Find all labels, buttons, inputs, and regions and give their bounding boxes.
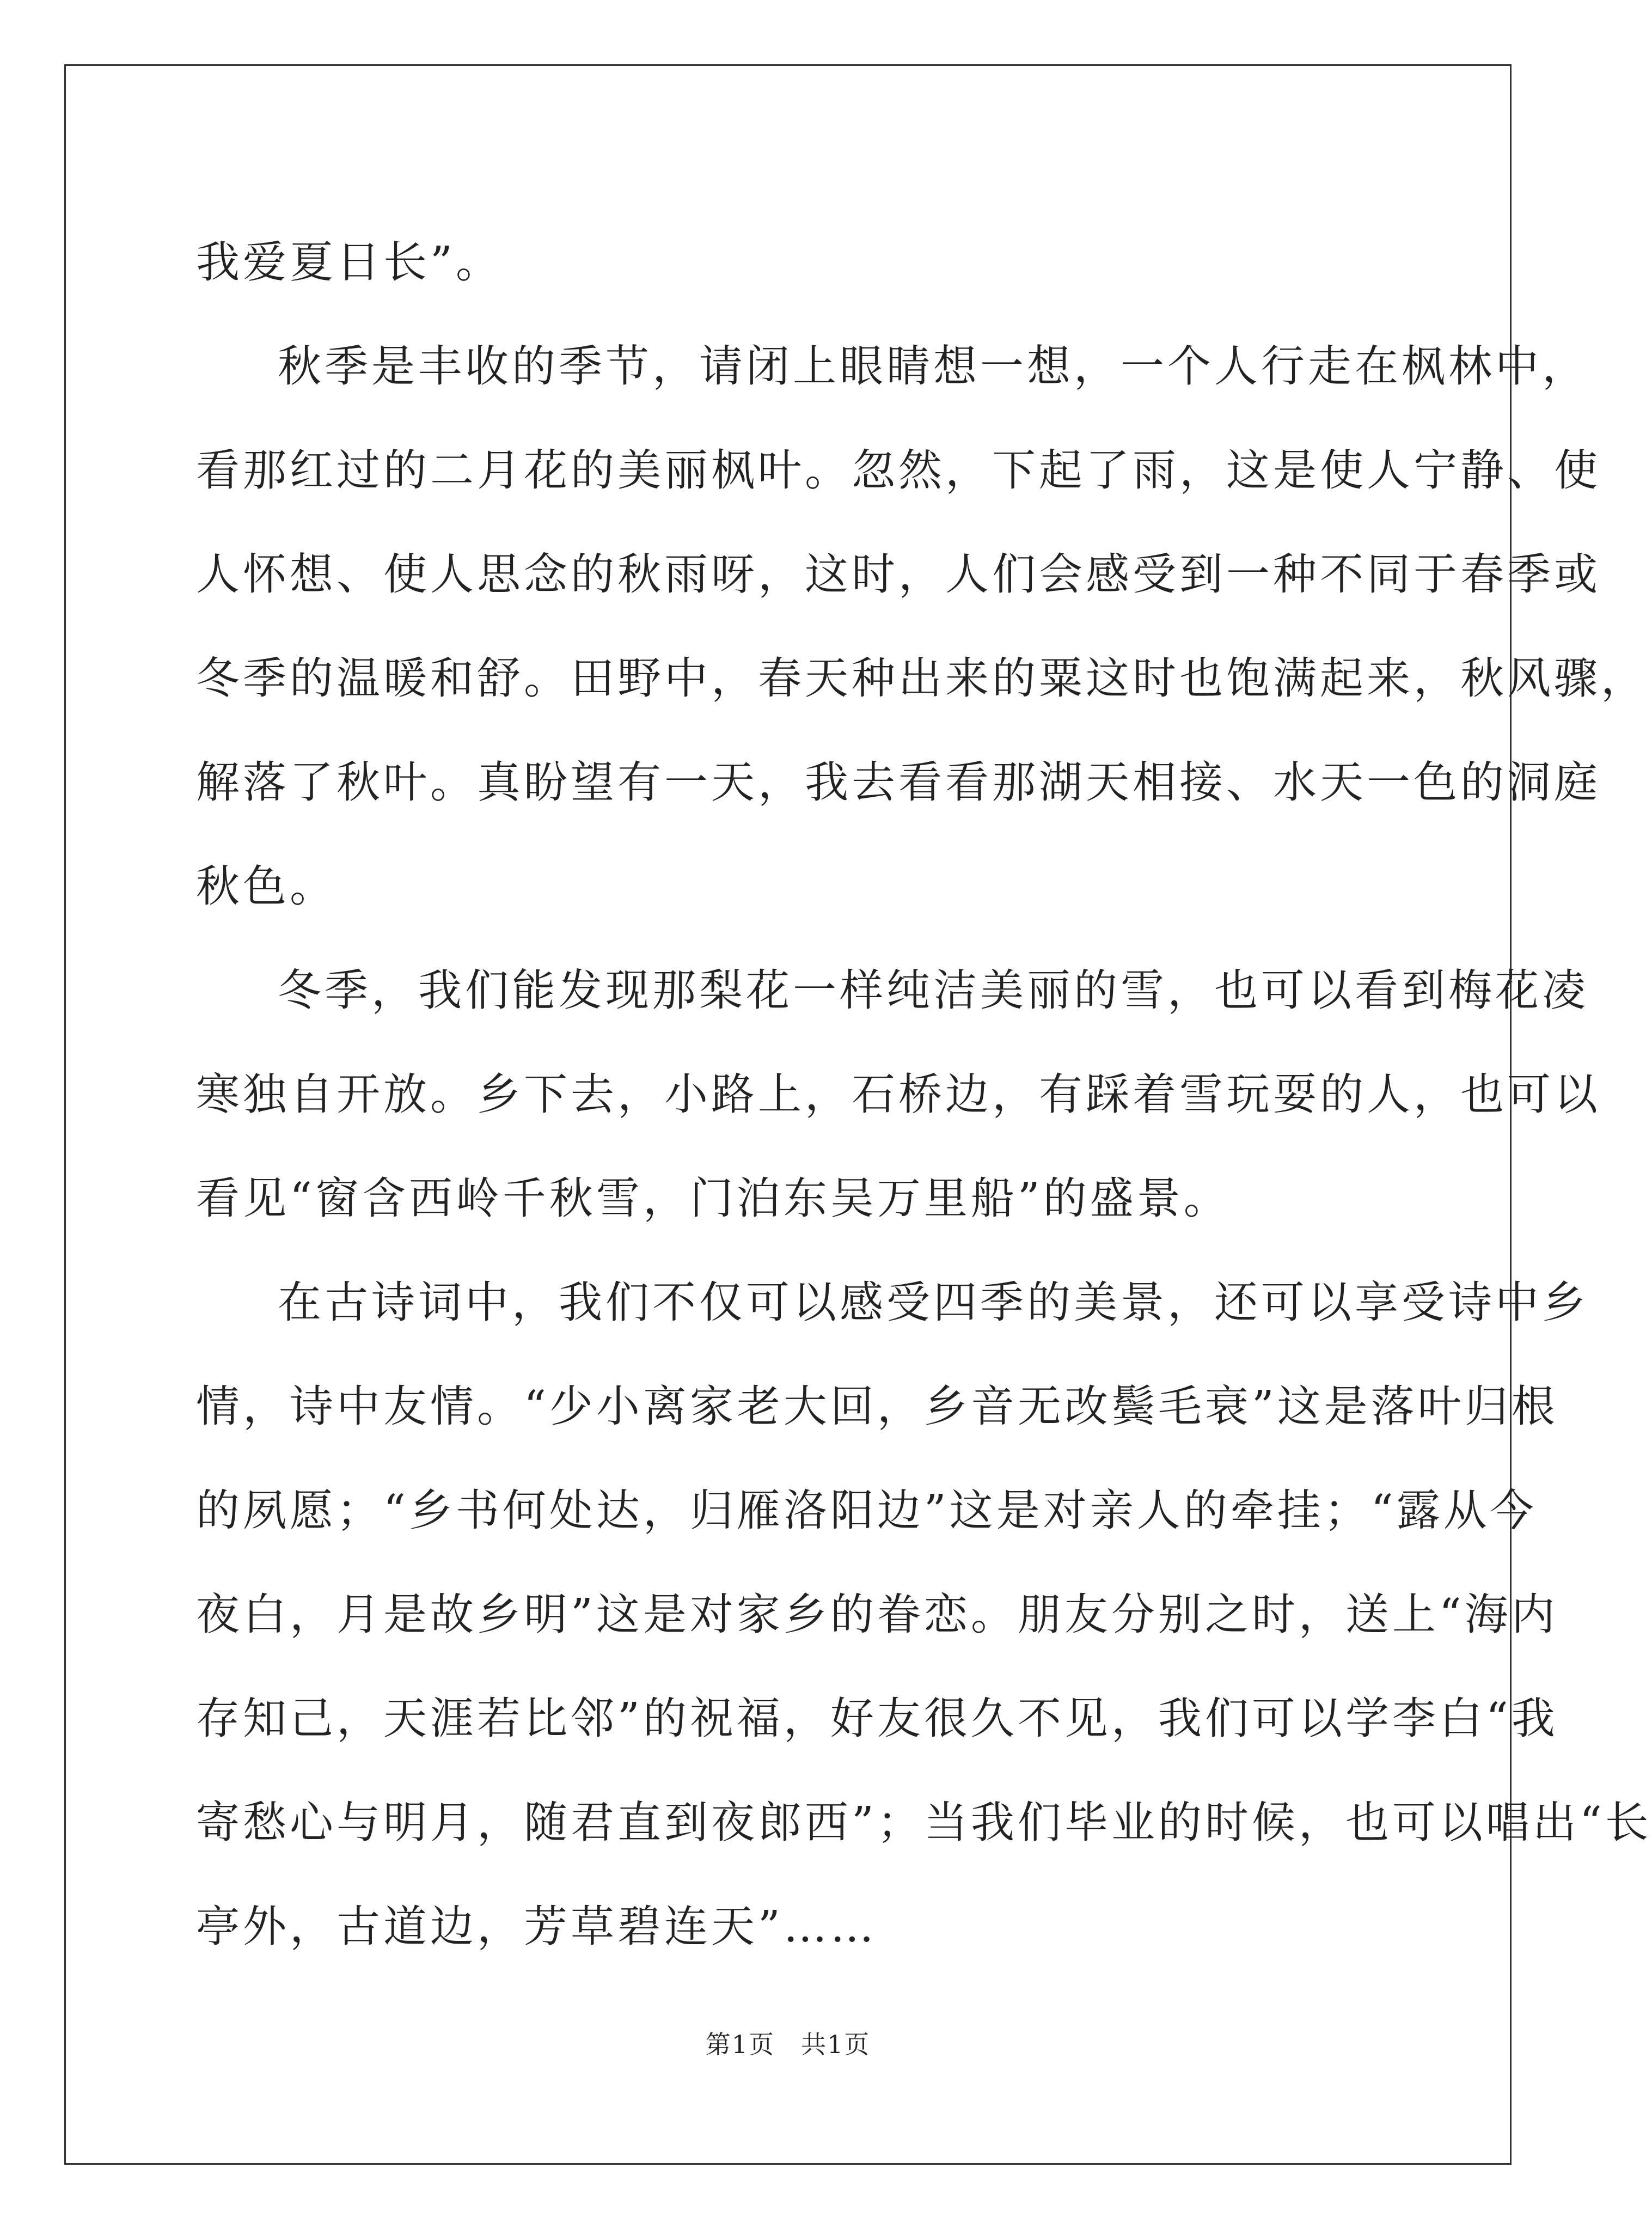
text-line: 情，诗中友情。“少小离家老大回，乡音无改鬓毛衰”这是落叶归根 — [196, 1381, 1558, 1432]
text-line: 看那红过的二月花的美丽枫叶。忽然，下起了雨，这是使人宁静、使 — [196, 445, 1601, 496]
text-line: 在古诗词中，我们不仅可以感受四季的美景，还可以享受诗中乡 — [278, 1277, 1589, 1328]
text-line: 夜白，月是故乡明”这是对家乡的眷恋。朋友分别之时，送上“海内 — [196, 1589, 1558, 1640]
text-line: 冬季，我们能发现那梨花一样纯洁美丽的雪，也可以看到梅花凌 — [278, 965, 1589, 1016]
document-body — [196, 210, 1652, 1978]
text-line: 人怀想、使人思念的秋雨呀，这时，人们会感受到一种不同于春季或 — [196, 549, 1601, 600]
text-line: 存知己，天涯若比邻”的祝福，好友很久不见，我们可以学李白“我 — [196, 1693, 1558, 1744]
text-line: 冬季的温暖和舒。田野中，春天种出来的粟这时也饱满起来，秋风骤， — [196, 653, 1648, 704]
text-line: 的夙愿；“乡书何处达，归雁洛阳边”这是对亲人的牵挂；“露从今 — [196, 1485, 1537, 1536]
text-line: 亭外，古道边，芳草碧连天”…… — [196, 1901, 877, 1952]
text-line: 看见“窗含西岭千秋雪，门泊东吴万里船”的盛景。 — [196, 1173, 1231, 1224]
text-line: 秋季是丰收的季节，请闭上眼睛想一想，一个人行走在枫林中， — [278, 341, 1589, 392]
text-line: 我爱夏日长”。 — [196, 237, 503, 288]
page-footer: 第1页 共1页 — [705, 2030, 871, 2059]
text-line: 解落了秋叶。真盼望有一天，我去看看那湖天相接、水天一色的洞庭 — [196, 757, 1601, 808]
text-line: 寄愁心与明月，随君直到夜郎西”；当我们毕业的时候，也可以唱出“长 — [196, 1797, 1652, 1848]
text-line: 秋色。 — [196, 861, 336, 912]
text-line: 寒独自开放。乡下去，小路上，石桥边，有踩着雪玩耍的人，也可以 — [196, 1069, 1601, 1120]
